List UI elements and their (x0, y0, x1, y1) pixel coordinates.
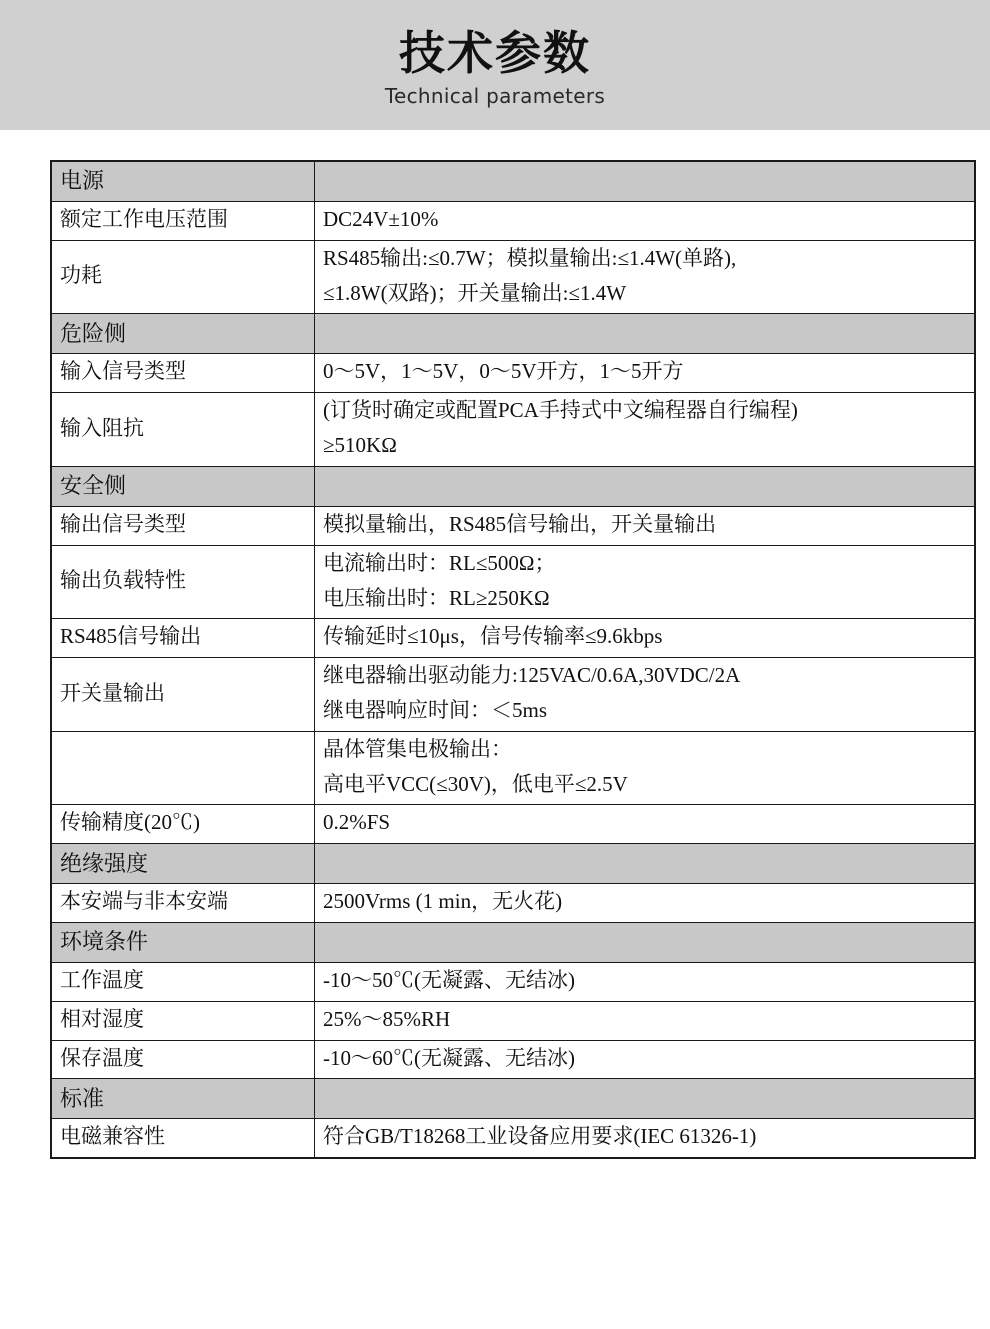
param-value (315, 658, 976, 732)
param-value (315, 545, 976, 619)
table-row (51, 1001, 975, 1040)
param-value (315, 354, 976, 393)
param-value-line: (订货时确定或配置PCA手持式中文编程器自行编程) (323, 398, 798, 423)
section-row (51, 844, 975, 884)
param-value-line: 0.2%FS (323, 810, 391, 835)
param-label: 功耗 (51, 240, 315, 314)
table-row (51, 658, 975, 732)
param-value (315, 731, 976, 805)
param-label: 标准 (51, 1079, 315, 1119)
param-value-line: 模拟量输出，RS485信号输出，开关量输出 (323, 511, 717, 536)
spec-table-container (0, 130, 990, 1159)
table-row (51, 619, 975, 658)
param-value-line: -10～60℃(无凝露、无结冰) (323, 1045, 575, 1070)
table-row (51, 506, 975, 545)
param-value (315, 884, 976, 923)
param-value-line: 电压输出时：RL≥250KΩ (323, 585, 550, 610)
table-row (51, 1119, 975, 1158)
param-label: 传输精度(20℃) (51, 805, 315, 844)
param-value (315, 963, 976, 1002)
param-label: 绝缘强度 (51, 844, 315, 884)
param-label: 本安端与非本安端 (51, 884, 315, 923)
param-value-line: 2500Vrms (1 min，无火花) (323, 889, 563, 914)
table-row (51, 963, 975, 1002)
param-label: 额定工作电压范围 (51, 202, 315, 241)
param-value (315, 1040, 976, 1079)
param-value (315, 1001, 976, 1040)
param-value (315, 240, 976, 314)
param-value-line: 继电器输出驱动能力:125VAC/0.6A,30VDC/2A (323, 663, 741, 688)
table-row (51, 545, 975, 619)
param-label: 电磁兼容性 (51, 1119, 315, 1158)
param-label: 工作温度 (51, 963, 315, 1002)
table-row (51, 884, 975, 923)
param-label: 保存温度 (51, 1040, 315, 1079)
param-value-line: 晶体管集电极输出： (323, 736, 512, 761)
param-value (315, 844, 976, 884)
param-value-line: ≥510KΩ (323, 433, 397, 458)
param-value (315, 466, 976, 506)
param-value-line: ≤1.8W(双路)；开关量输出:≤1.4W (323, 280, 627, 305)
param-value (315, 314, 976, 354)
param-value-line: -10～50℃(无凝露、无结冰) (323, 968, 575, 992)
table-row (51, 1040, 975, 1079)
param-value-line: DC24V±10% (323, 207, 439, 231)
table-row (51, 731, 975, 805)
param-value (315, 161, 976, 202)
param-label (51, 731, 315, 805)
param-value-line: 0～5V，1～5V，0～5V开方，1～5开方 (323, 359, 684, 384)
section-row (51, 923, 975, 963)
param-label: 电源 (51, 161, 315, 202)
param-value-line: 高电平VCC(≤30V)，低电平≤2.5V (323, 771, 628, 796)
param-label: 输出负载特性 (51, 545, 315, 619)
param-label: 输出信号类型 (51, 506, 315, 545)
section-row (51, 466, 975, 506)
param-value (315, 619, 976, 658)
table-row (51, 202, 975, 241)
section-row (51, 161, 975, 202)
param-value-line: RS485输出:≤0.7W；模拟量输出:≤1.4W(单路), (323, 245, 737, 270)
param-label: 输入信号类型 (51, 354, 315, 393)
table-row (51, 354, 975, 393)
param-value (315, 393, 976, 467)
param-value (315, 506, 976, 545)
param-value (315, 923, 976, 963)
param-label: 相对湿度 (51, 1001, 315, 1040)
param-value-line: 继电器响应时间：＜5ms (323, 697, 548, 722)
page-subtitle: Technical parameters (384, 83, 606, 108)
section-row (51, 314, 975, 354)
page-header (0, 0, 990, 130)
param-label: RS485信号输出 (51, 619, 315, 658)
table-row (51, 805, 975, 844)
param-value (315, 1079, 976, 1119)
param-value-line: 电流输出时：RL≤500Ω； (323, 550, 556, 575)
param-label: 安全侧 (51, 466, 315, 506)
param-value-line: 25%～85%RH (323, 1006, 451, 1031)
param-value (315, 1119, 976, 1158)
param-label: 危险侧 (51, 314, 315, 354)
param-value (315, 202, 976, 241)
table-row (51, 240, 975, 314)
table-row (51, 393, 975, 467)
param-label: 环境条件 (51, 923, 315, 963)
param-value-line: 符合GB/T18268工业设备应用要求(IEC 61326-1) (323, 1124, 757, 1149)
param-label: 输入阻抗 (51, 393, 315, 467)
page-title: 技术参数 (399, 26, 591, 81)
param-value (315, 805, 976, 844)
technical-parameters-table (50, 160, 976, 1159)
table-body (51, 161, 975, 1158)
section-row (51, 1079, 975, 1119)
param-value-line: 传输延时≤10μs，信号传输率≤9.6kbps (323, 624, 663, 649)
param-label: 开关量输出 (51, 658, 315, 732)
